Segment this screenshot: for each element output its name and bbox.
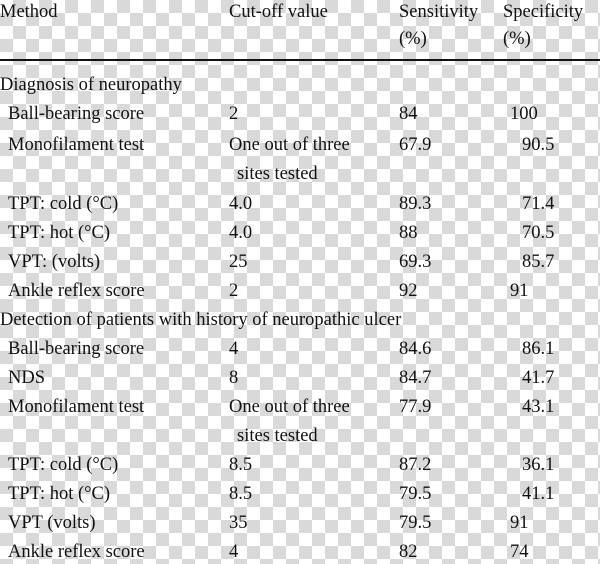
cell-specificity: 70.5 (522, 223, 555, 243)
cell-sensitivity: 67.9 (399, 135, 432, 155)
header-specificity: Specificity (503, 2, 584, 22)
header-sensitivity: Sensitivity (399, 2, 479, 22)
cell-sensitivity: 69.3 (399, 252, 432, 272)
cell-specificity: 91 (510, 281, 529, 301)
header-rule (0, 59, 600, 61)
cell-cutoff: 4.0 (229, 223, 253, 243)
cell-method: TPT: cold (°C) (8, 194, 119, 214)
section-title: Detection of patients with history of neuropathic ulcer (0, 310, 402, 330)
header-sensitivity-unit: (%) (399, 29, 427, 49)
cell-specificity: 36.1 (522, 455, 555, 475)
cell-method: VPT: (volts) (8, 252, 101, 272)
cell-cutoff: 8.5 (229, 484, 253, 504)
cell-cutoff: One out of three (229, 397, 350, 417)
cell-method: VPT (volts) (8, 513, 96, 533)
cell-sensitivity: 92 (399, 281, 418, 301)
cell-sensitivity: 87.2 (399, 455, 432, 475)
cell-method: Monofilament test (8, 135, 145, 155)
cell-specificity: 85.7 (522, 252, 555, 272)
cell-sensitivity: 82 (399, 542, 418, 562)
cell-specificity: 86.1 (522, 339, 555, 359)
cell-specificity: 91 (510, 513, 529, 533)
table-header (0, 0, 600, 58)
cell-specificity: 100 (510, 104, 538, 124)
cell-method: TPT: hot (°C) (8, 484, 111, 504)
section-title: Diagnosis of neuropathy (0, 75, 182, 95)
cell-cutoff: 8 (229, 368, 239, 388)
cell-specificity: 41.7 (522, 368, 555, 388)
cell-method: TPT: hot (°C) (8, 223, 111, 243)
cell-method: Ankle reflex score (8, 281, 145, 301)
cell-cutoff: 25 (229, 252, 248, 272)
cell-specificity: 90.5 (522, 135, 555, 155)
cell-cutoff: 2 (229, 281, 239, 301)
cell-specificity: 74 (510, 542, 529, 562)
cell-sensitivity: 84 (399, 104, 418, 124)
cell-method: NDS (8, 368, 46, 388)
cell-cutoff: One out of three (229, 135, 350, 155)
cell-method: Ankle reflex score (8, 542, 145, 562)
cell-method: Ball-bearing score (8, 339, 145, 359)
cell-method: Monofilament test (8, 397, 145, 417)
cell-specificity: 43.1 (522, 397, 555, 417)
cell-sensitivity: 84.7 (399, 368, 432, 388)
cell-cutoff: 4 (229, 339, 239, 359)
cell-cutoff-continued: sites tested (237, 164, 318, 184)
header-cutoff: Cut-off value (229, 2, 328, 22)
header-specificity-unit: (%) (503, 29, 531, 49)
cell-specificity: 71.4 (522, 194, 555, 214)
cell-cutoff-continued: sites tested (237, 426, 318, 446)
cell-sensitivity: 77.9 (399, 397, 432, 417)
cell-specificity: 41.1 (522, 484, 555, 504)
cell-sensitivity: 88 (399, 223, 418, 243)
cell-cutoff: 35 (229, 513, 248, 533)
cell-sensitivity: 79.5 (399, 484, 432, 504)
header-method: Method (0, 2, 58, 22)
cell-cutoff: 2 (229, 104, 239, 124)
cell-method: TPT: cold (°C) (8, 455, 119, 475)
cell-sensitivity: 89.3 (399, 194, 432, 214)
cell-method: Ball-bearing score (8, 104, 145, 124)
cell-cutoff: 4.0 (229, 194, 253, 214)
cell-sensitivity: 79.5 (399, 513, 432, 533)
cell-cutoff: 8.5 (229, 455, 253, 475)
cell-cutoff: 4 (229, 542, 239, 562)
cell-sensitivity: 84.6 (399, 339, 432, 359)
